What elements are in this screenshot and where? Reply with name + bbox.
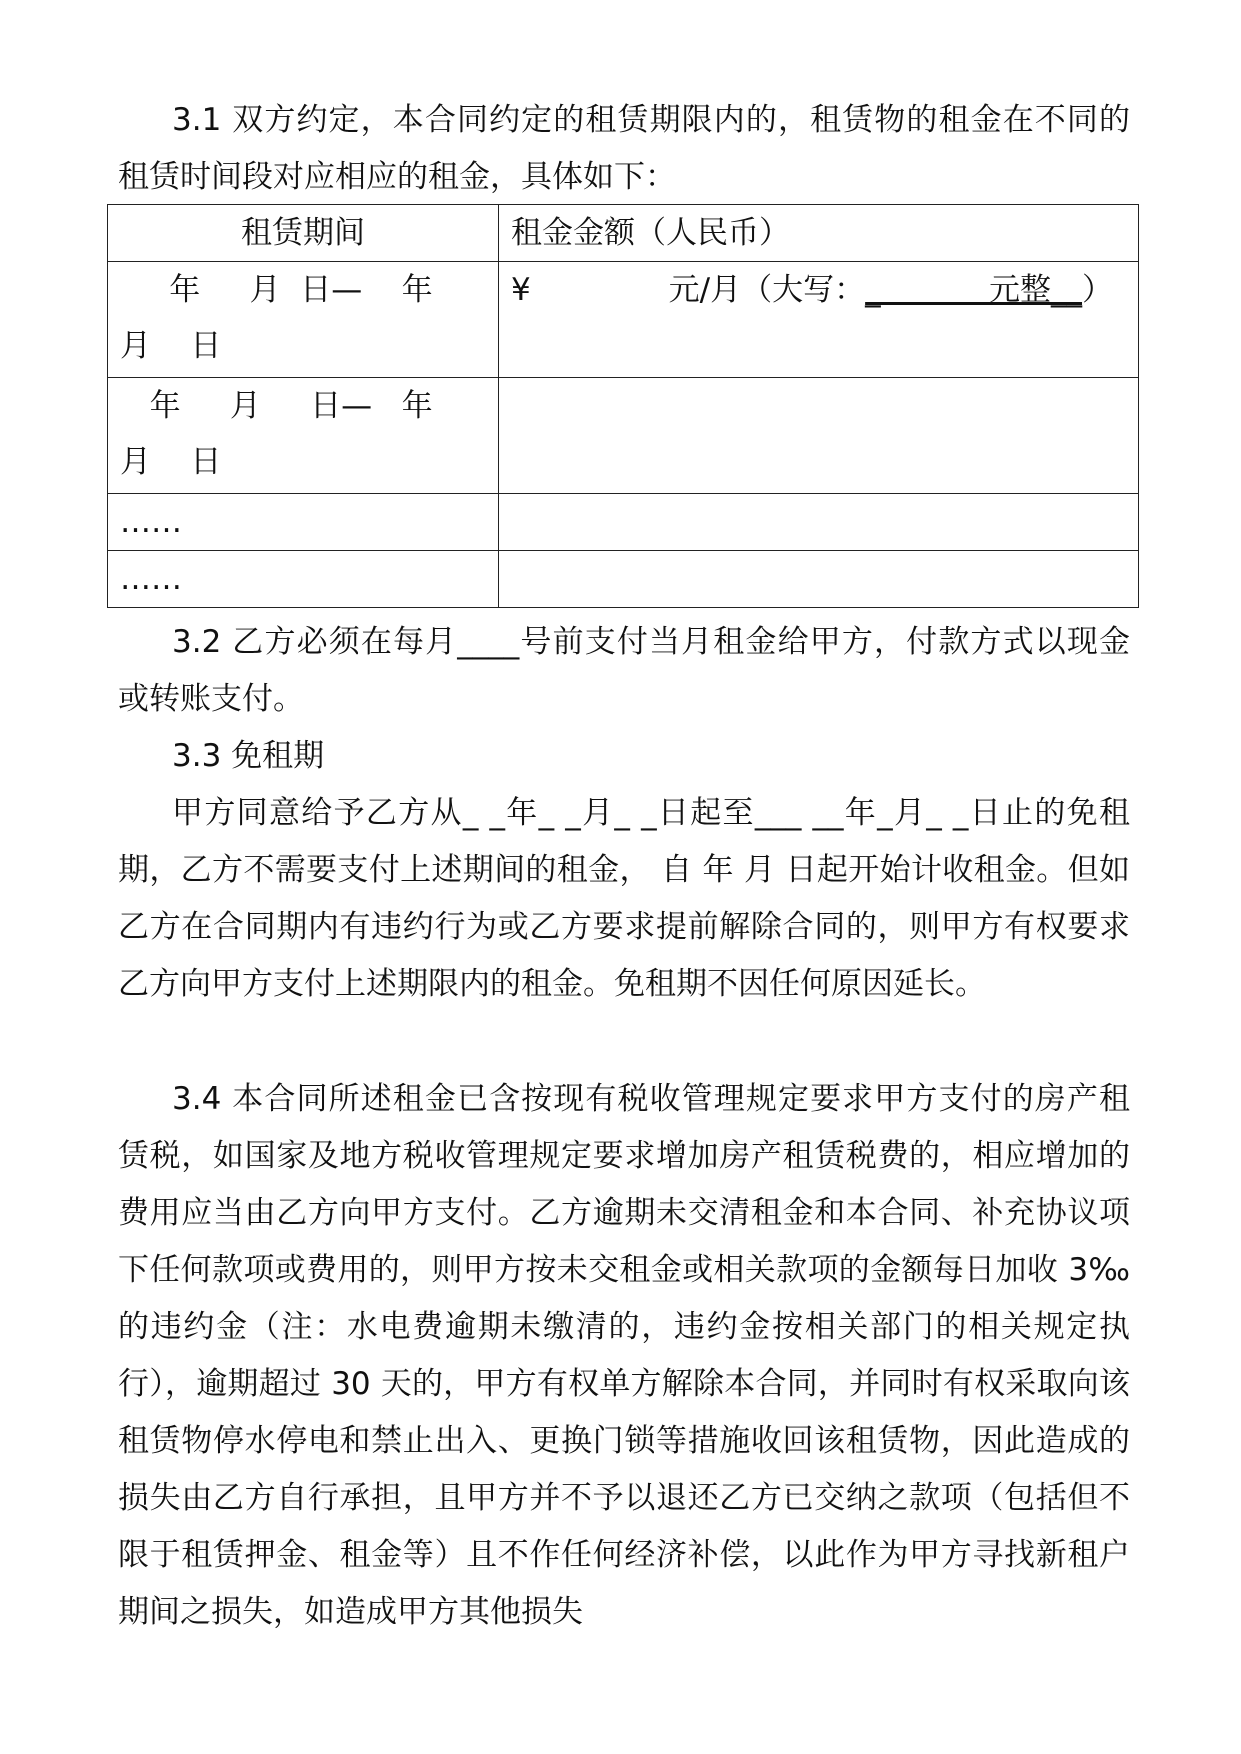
period-cell: …… — [108, 551, 499, 608]
amount-blank: _ 元整__ — [865, 272, 1083, 308]
clause-3-3-body: 甲方同意给予乙方从_ _年_ _月_ _日起至___ __年_月_ _日止的免租期，乙方不需要支付上述期间的租金， 自 年 月 日起开始计收租金。但如乙方在合同期内有违约行为或乙方要求提前解除合同的，则甲方有权要求乙方向甲方支付上述期限内的租金。免租期不因任何原因延长。 — [118, 795, 1130, 1002]
amount-prefix: ¥ 元/月（大写： — [511, 272, 866, 308]
table-header-row — [108, 205, 1139, 262]
table-row — [108, 378, 1139, 494]
period-cell: 年 月 日— 年 月 日 — [108, 378, 499, 494]
clause-3-3-title: 3.3 免租期 — [172, 738, 325, 774]
rent-schedule-table — [107, 204, 1139, 608]
header-period: 租赁期间 — [108, 205, 499, 262]
clause-3-1-intro: 3.1 双方约定，本合同约定的租赁期限内的，租赁物的租金在不同的租赁时间段对应相应的租金，具体如下： — [118, 102, 1130, 195]
table-row — [108, 551, 1139, 608]
clause-3-2: 3.2 乙方必须在每月____号前支付当月租金给甲方，付款方式以现金或转账支付。 — [118, 624, 1130, 717]
amount-suffix: ） — [1082, 272, 1114, 308]
period-cell: …… — [108, 494, 499, 551]
clause-3-4: 3.4 本合同所述租金已含按现有税收管理规定要求甲方支付的房产租赁税，如国家及地方税收管理规定要求增加房产租赁税费的，相应增加的费用应当由乙方向甲方支付。乙方逾期未交清租金和本合同、补充协议项下任何款项或费用的，则甲方按未交租金或相关款项的金额每日加收 3‰的违约金（注：水电费逾期未缴清的，违约金按相关部门的相关规定执行），逾期超过 30 天的，甲方有权单方解除本合同，并同时有权采取向该租赁物停水停电和禁止出入、更换门锁等措施收回该租赁物，因此造成的损失由乙方自行承担，且甲方并不予以退还乙方已交纳之款项（包括但不限于租赁押金、租金等）且不作任何经济补偿，以此作为甲方寻找新租户期间之损失，如造成甲方其他损失 — [118, 1081, 1130, 1630]
period-cell: 年 月 日— 年 月 日 — [108, 262, 499, 378]
header-amount: 租金金额（人民币） — [499, 205, 1139, 262]
amount-cell — [499, 262, 1139, 378]
amount-cell — [499, 551, 1139, 608]
amount-cell — [499, 378, 1139, 494]
amount-cell — [499, 494, 1139, 551]
table-row — [108, 262, 1139, 378]
table-row — [108, 494, 1139, 551]
